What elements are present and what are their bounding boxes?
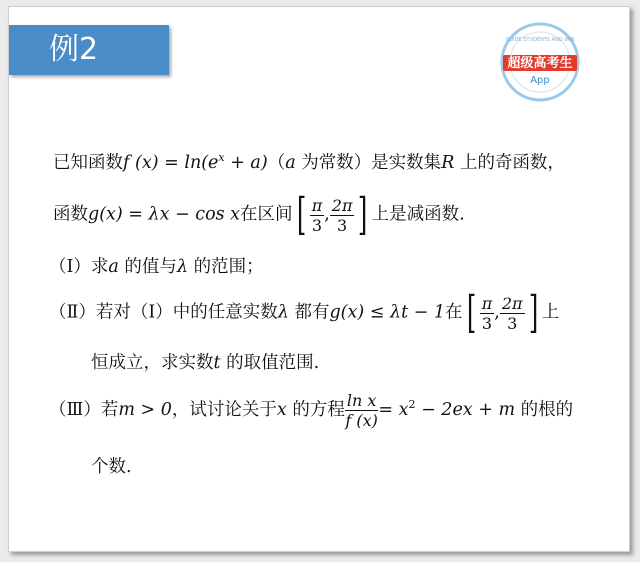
example-tab (9, 25, 169, 75)
question-2: （Ⅱ）若对（Ⅰ）中的任意实数λ 都有g(x) ≤ λt − 1在[ $\frac{\pi}{3}$ , $\frac{2\pi}{3}$ ] 上 (49, 287, 560, 338)
problem-line-2: 函数g(x) = λx − cos x在区间[ $\frac{\pi}{3}$ , $\frac{2\pi}{3}$ ] 上是减函数. (53, 189, 465, 240)
problem-card (8, 6, 630, 552)
logo-title: 超级高考生 (507, 56, 573, 71)
logo-sub: App (530, 75, 550, 86)
logo-badge-icon (499, 21, 581, 103)
example-label: 例2 (49, 32, 99, 67)
question-1: （Ⅰ）求a 的值与λ 的范围； (49, 257, 264, 277)
app-logo (499, 21, 581, 103)
frac-pi-3: $\frac{\pi}{3}$ (311, 195, 323, 235)
frac-lnx-fx: $\frac{\text{ln x}}{f (x)}$ (345, 391, 378, 430)
question-2-cont: 恒成立，求实数t 的取值范围. (91, 353, 320, 373)
question-3-cont: 个数. (91, 457, 132, 477)
frac-2pi-3: $\frac{2\pi}{3}$ (331, 195, 353, 235)
question-3: （Ⅲ）若m > 0，试讨论关于x 的方程 $\frac{\text{ln x}}{f (x)}$ = $x^2 - 2ex + m$ 的根的 (49, 391, 574, 430)
problem-line-1: 已知函数f $(x) = \ln(e^x + a)(a$ 为常数）是实数集R 上的奇函数， (53, 151, 565, 173)
logo-ring-text: GUIDE STUDENTS AND WIN (505, 37, 575, 43)
